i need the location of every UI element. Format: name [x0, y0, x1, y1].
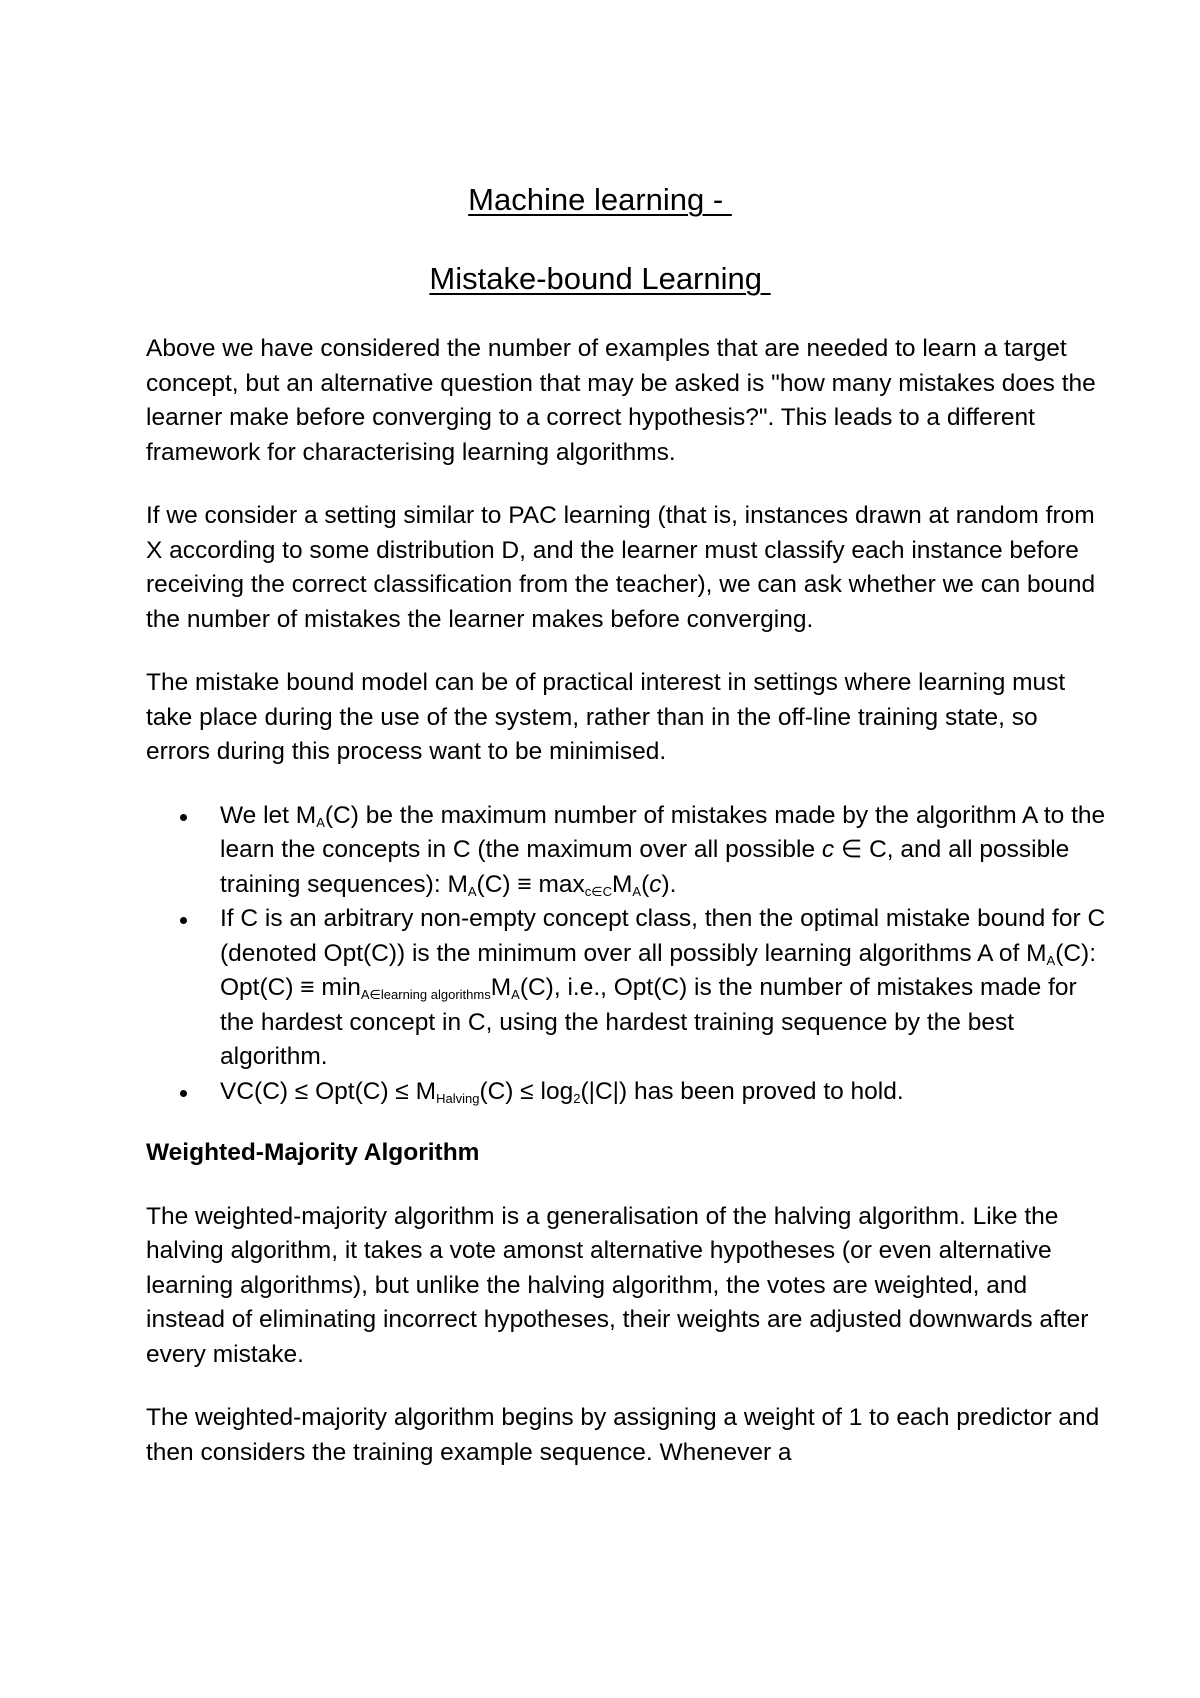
page-subtitle: Mistake-bound Learning	[429, 261, 771, 296]
bullet-icon	[180, 1090, 187, 1097]
paragraph-intro: Above we have considered the number of examples that are needed to learn a target concept, but an alternative question that may be asked is "how many mistakes does the learner make before converging to a correct hypothesis?". This leads to a different framework for characterising learning algorithms.	[146, 335, 1096, 466]
paragraph-pac-setting: If we consider a setting similar to PAC learning (that is, instances drawn at random from X according to some distribution D, and the learner must classify each instance before receiving the correct classification from the teacher), we can ask whether we can bound the number of mistakes the learner makes before converging.	[146, 502, 1096, 633]
section-heading: Weighted-Majority Algorithm	[146, 1139, 480, 1166]
bullet-item-optimal-bound: If C is an arbitrary non-empty concept class, then the optimal mistake bound for C (denoted Opt(C)) is the minimum over all possibly learning algorithms A of $M_A(C)$: $Opt(C) \equiv \min_{A\in learning algorithms}M_A(C)$, i.e., Opt(C) is the number of mistakes made for the hardest concept in C, using the hardest training sequence by the best algorithm.	[220, 902, 1106, 1075]
page-title: Machine learning -	[468, 182, 732, 217]
document-body	[146, 332, 1106, 1499]
bullet-icon	[180, 917, 187, 924]
bullet-item-max-mistakes: We let $M_A(C)$ be the maximum number of mistakes made by the algorithm A to the learn the concepts in C (the maximum over all possible c ∈ C, and all possible training sequences): $M_A(C) \equiv \max_{c\in C}M_A(c)$.	[220, 799, 1106, 903]
paragraph-weight-assignment: The weighted-majority algorithm begins by assigning a weight of 1 to each predictor and then considers the training example sequence. Whenever a	[146, 1404, 1100, 1466]
definition-bullet-list	[146, 799, 1106, 1110]
bullet-icon	[180, 814, 187, 821]
paragraph-mistake-bound-model: The mistake bound model can be of practical interest in settings where learning must take place during the use of the system, rather than in the off-line training state, so errors during this process want to be minimised.	[146, 669, 1066, 765]
paragraph-weighted-majority: The weighted-majority algorithm is a generalisation of the halving algorithm. Like the halving algorithm, it takes a vote amonst alternative hypotheses (or even alternative learning algorithms), but unlike the halving algorithm, the votes are weighted, and instead of eliminating incorrect hypotheses, their weights are adjusted downwards after every mistake.	[146, 1202, 1089, 1368]
bullet-item-vc-inequality: $VC(C) \le Opt(C) \le M_{Halving}(C) \le \log_2(|C|)$ has been proved to hold.	[220, 1075, 1106, 1110]
